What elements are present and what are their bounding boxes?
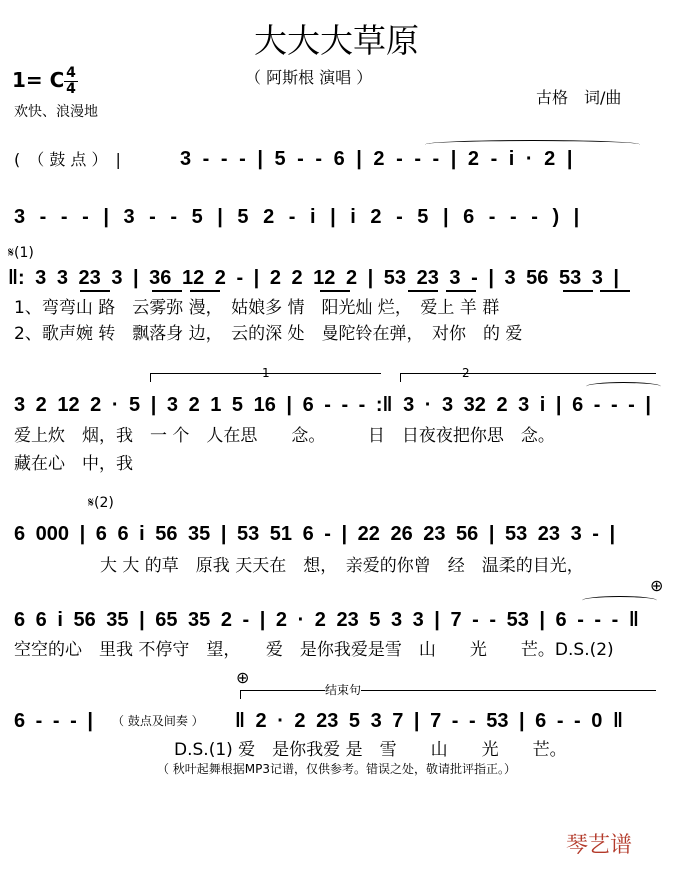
volta-number-1: 1 xyxy=(262,366,270,380)
notation-line-2: 3 - - - | 3 - - 5 | 5 2 - i | i 2 - 5 | 6 - - - ) | xyxy=(14,206,580,228)
notation-line-6: 6 6 i 56 35 | 65 35 2 - | 2 · 2 23 5 3 3 | 7 - - 53 | 6 - - - ‖ xyxy=(14,609,639,631)
notation-line-7-ending: ‖ 2 · 2 23 5 3 7 | 7 - - 53 | 6 - - 0 ‖ xyxy=(235,710,623,732)
tempo-marking: 欢快、浪漫地 xyxy=(14,104,98,120)
key-signature: 1= C xyxy=(12,68,65,92)
lyrics-verse-1-line-3: 1、弯弯山 路 云雾弥 漫， 姑娘多 情 阳光灿 烂， 爱上 羊 群 xyxy=(14,298,500,318)
performer-credit: （ 阿斯根 演唱 ） xyxy=(245,68,373,87)
composer-credit: 古格 词/曲 xyxy=(536,88,622,107)
tie-arc xyxy=(586,382,661,391)
notation-line-5: 6 000 | 6 6 i 56 35 | 53 51 6 - | 22 26 23 56 | 53 23 3 - | xyxy=(14,523,616,545)
lyrics-verse-2-line-3: 2、歌声婉 转 飘落身 边， 云的深 处 曼陀铃在弹， 对你 的 爱 xyxy=(14,324,523,344)
drum-interlude-label: （ 鼓点及间奏 ） xyxy=(112,714,204,728)
notation-line-1: 3 - - - | 5 - - 6 | 2 - - - | 2 - i · 2 | xyxy=(180,148,573,170)
beam-underline xyxy=(320,290,350,292)
beam-underline xyxy=(408,290,438,292)
segno-2: 𝄋(2) xyxy=(88,495,114,511)
ending-label: 结束句 xyxy=(325,683,362,697)
volta-number-2: 2 xyxy=(462,366,470,380)
score-title: 大大大草原 xyxy=(254,21,419,60)
segno-1: 𝄋(1) xyxy=(8,245,34,261)
notation-line-4: 3 2 12 2 · 5 | 3 2 1 5 16 | 6 - - - :‖ 3 · 3 32 2 3 i | 6 - - - | xyxy=(14,394,651,416)
tie-arc xyxy=(582,596,657,605)
notation-line-7-start: 6 - - - | xyxy=(14,710,93,732)
lyrics-ending: D.S.(1) 爱 是你我爱 是 雪 山 光 芒。 xyxy=(174,740,567,760)
transcription-footnote: （ 秋叶起舞根据MP3记谱，仅供参考。错误之处，敬请批评指正。） xyxy=(156,762,517,776)
beam-underline xyxy=(600,290,630,292)
intro-drum-label: ( （ 鼓 点 ） | xyxy=(14,150,121,169)
beam-underline xyxy=(446,290,476,292)
beam-underline xyxy=(190,290,220,292)
time-signature-bottom: 4 xyxy=(66,81,76,97)
ending-bracket xyxy=(240,690,656,699)
coda-sign-1: ⊕ xyxy=(650,576,664,595)
beam-underline xyxy=(80,290,110,292)
time-signature-top: 4 xyxy=(66,65,76,81)
site-watermark: 琴艺谱 xyxy=(566,833,633,858)
volta-bracket-2 xyxy=(400,373,656,382)
notation-line-3: ‖: 3 3 23 3 | 36 12 2 - | 2 2 12 2 | 53 23 3 - | 3 56 53 3 | xyxy=(8,267,620,289)
lyrics-verse-2-line-4: 藏在心 中，我 xyxy=(14,454,133,474)
beam-underline xyxy=(563,290,593,292)
lyrics-verse-1-line-4: 爱上炊 烟，我 一 个 人在思 念。 日 日夜夜把你思 念。 xyxy=(14,426,555,446)
coda-sign-2: ⊕ xyxy=(236,668,250,687)
tie-arc xyxy=(425,140,640,149)
beam-underline xyxy=(152,290,182,292)
lyrics-chorus-line-6: 空空的心 里我 不停守 望， 爱 是你我爱是雪 山 光 芒。D.S.(2) xyxy=(14,640,614,660)
lyrics-chorus-line-5: 大 大 的草 原我 天天在 想， 亲爱的你曾 经 温柔的目光， xyxy=(100,556,584,576)
